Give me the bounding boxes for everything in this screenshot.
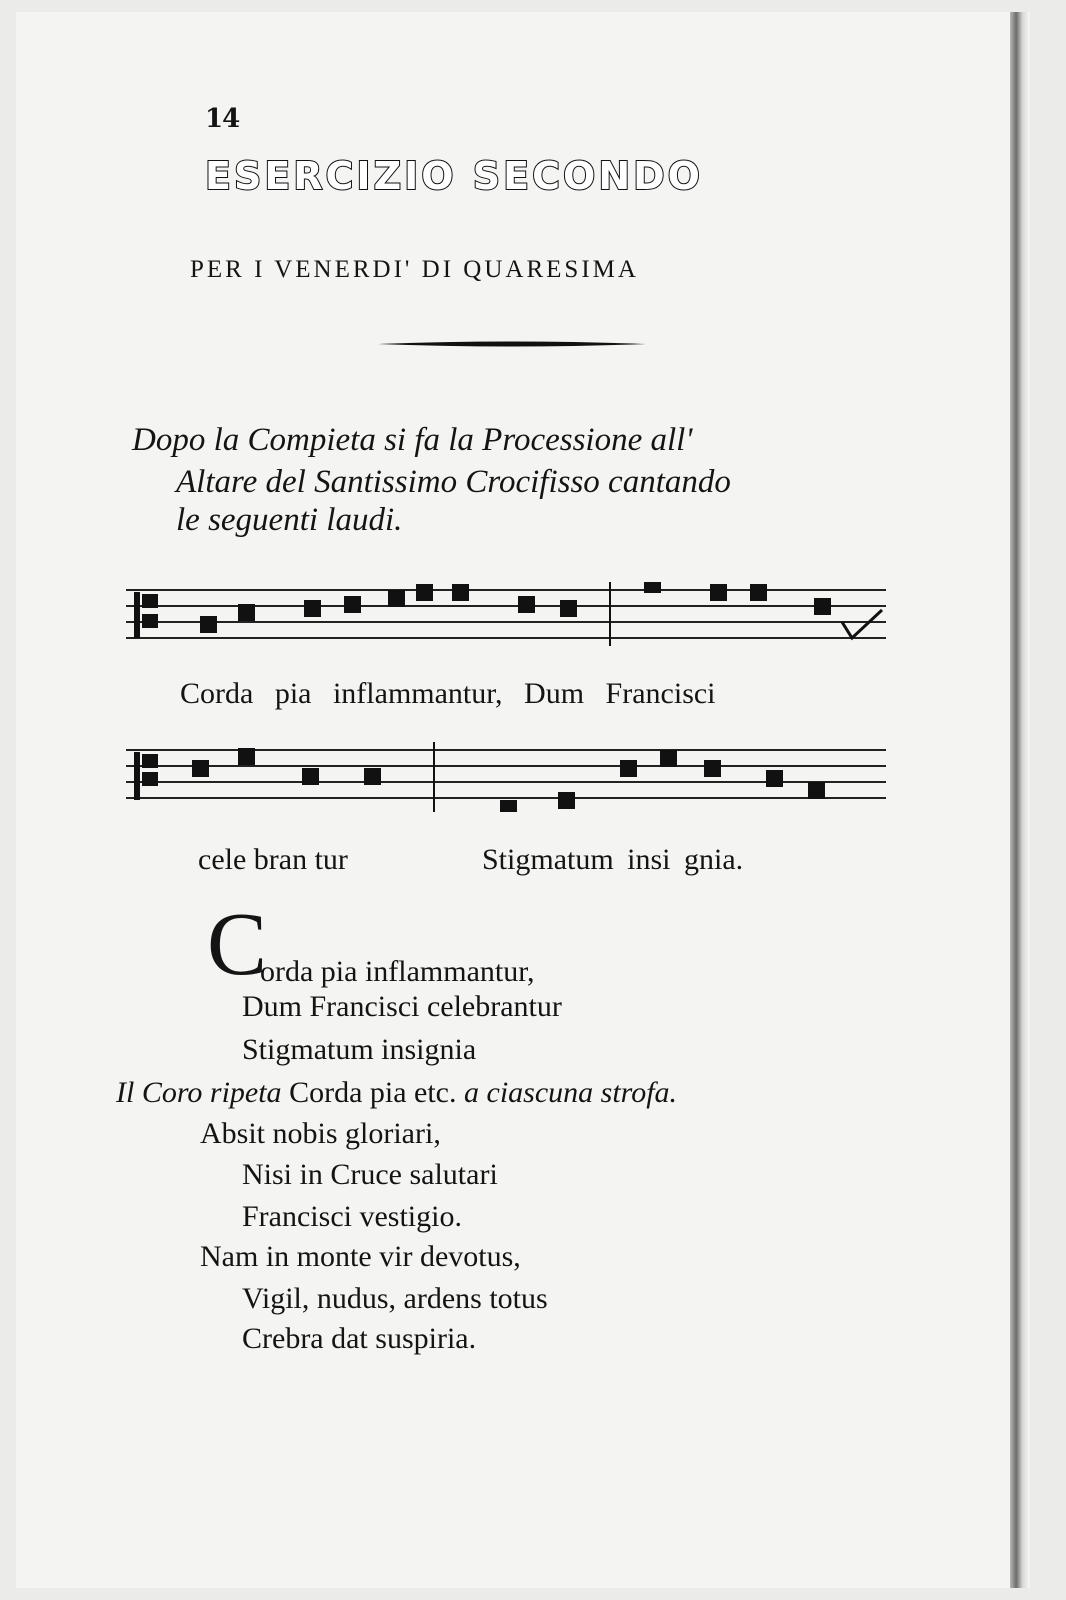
chorus-text: Corda pia etc. bbox=[289, 1076, 457, 1109]
chant-staff bbox=[126, 582, 886, 652]
hymn-verse: Francisci vestigio. bbox=[242, 1200, 462, 1233]
hymn-verse: Dum Francisci celebrantur bbox=[242, 990, 562, 1023]
neumes bbox=[192, 748, 825, 812]
page-edge bbox=[1010, 12, 1028, 1588]
rubric-line: Dopo la Compieta si fa la Processione all' bbox=[132, 422, 693, 458]
ornamental-rule bbox=[378, 341, 646, 347]
page-title: ESERCIZIO SECONDO bbox=[205, 154, 703, 198]
chant-lyrics: cele bran tur bbox=[198, 843, 348, 876]
hymn-verse: Crebra dat suspiria. bbox=[242, 1322, 477, 1355]
chorus-instruction bbox=[116, 1076, 677, 1110]
custos bbox=[842, 610, 882, 638]
drop-cap: C bbox=[207, 895, 268, 994]
hymn-verse: Vigil, nudus, ardens totus bbox=[242, 1282, 548, 1315]
hymn-verse: Nam in monte vir devotus, bbox=[200, 1240, 521, 1273]
hymn-verse: Nisi in Cruce salutari bbox=[242, 1158, 498, 1191]
hymn-verse: Stigmatum insignia bbox=[242, 1033, 477, 1066]
chant-staff bbox=[126, 742, 886, 812]
clef bbox=[134, 592, 158, 638]
chant-lyrics: Corda pia inflammantur, Dum Francisci bbox=[180, 677, 716, 710]
hymn-verse: orda pia inflammantur, bbox=[260, 955, 535, 988]
hymn-verse: Absit nobis gloriari, bbox=[200, 1117, 441, 1150]
page-subtitle: PER I VENERDI' DI QUARESIMA bbox=[190, 256, 639, 283]
clef bbox=[134, 752, 158, 800]
rubric-line: le seguenti laudi. bbox=[176, 502, 403, 538]
chorus-rubric: a ciascuna strofa. bbox=[464, 1076, 678, 1109]
page-number: 14 bbox=[205, 104, 240, 134]
chorus-rubric: Il Coro ripeta bbox=[116, 1076, 282, 1109]
rubric-line: Altare del Santissimo Crocifisso cantando bbox=[176, 464, 731, 500]
chant-lyrics: Stigmatum insi gnia. bbox=[482, 843, 744, 876]
